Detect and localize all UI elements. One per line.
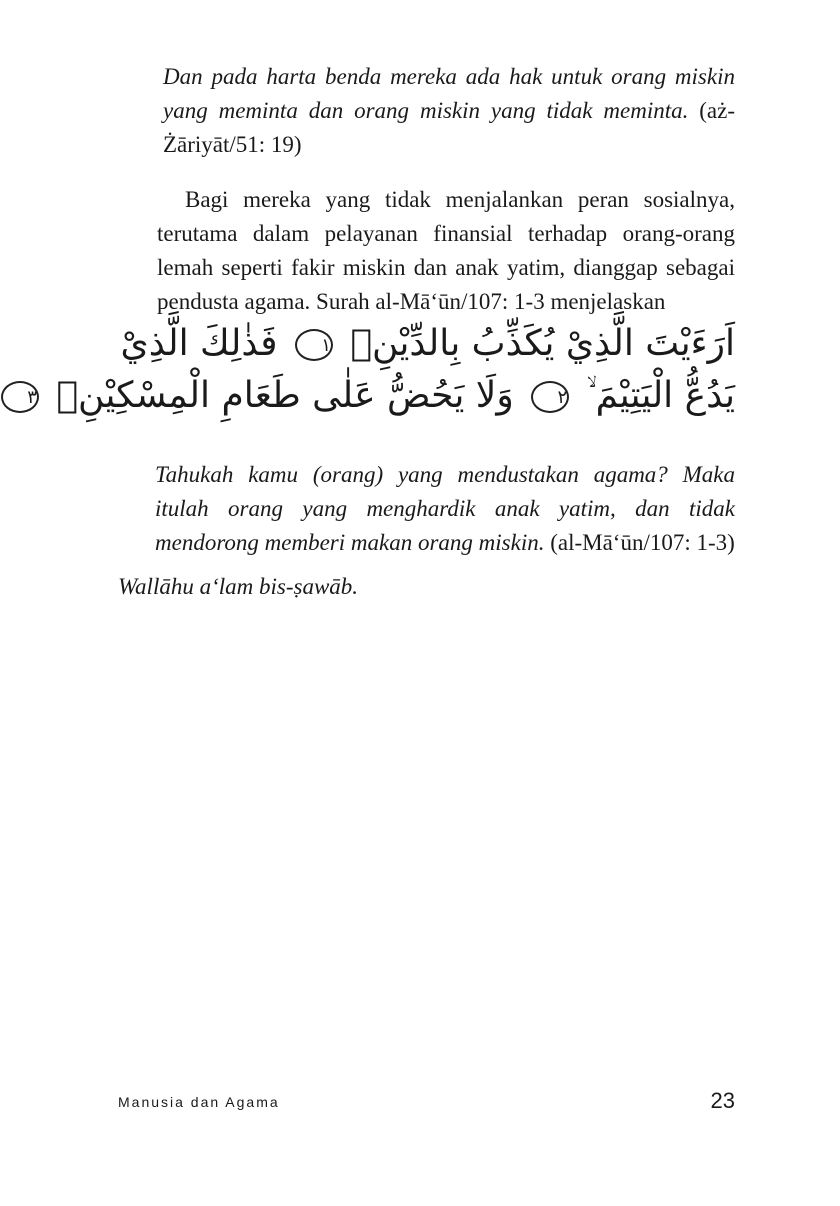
verse-citation: (al-Mā‘ūn/107: 1-3): [544, 530, 735, 555]
translation-quote-1: [163, 60, 735, 162]
body-paragraph: [157, 183, 735, 319]
arabic-text: فَذٰلِكَ الَّذِيْ: [120, 323, 278, 364]
translation-text: Dan pada harta benda mereka ada hak untuk orang miskin yang meminta dan orang miskin yang tidak meminta.: [163, 64, 735, 123]
ayah-number-marker: ٢: [531, 381, 569, 413]
ayah-number-marker: ١: [295, 329, 333, 361]
page-number: 23: [710, 1088, 735, 1113]
arabic-text: يَدُعُّ الْيَتِيْمَ ۙ: [586, 375, 735, 416]
arabic-text: اَرَءَيْتَ الَّذِيْ يُكَذِّبُ بِالدِّيْنِۗ: [350, 323, 735, 364]
paragraph-text: Bagi mereka yang tidak menjalankan peran sosialnya, terutama dalam pelayanan finansial terhadap orang-orang lemah seperti fakir miskin dan anak yatim, dianggap sebagai pendusta agama. Surah al-Mā‘ūn/107: 1-3 menjelaskan: [157, 187, 735, 314]
verse-citation: (aż-Żāriyāt/51: 19): [163, 98, 735, 157]
closing-phrase: Wallāhu a‘lam bis-ṣawāb.: [118, 574, 359, 599]
translation-text: Tahukah kamu (orang) yang mendustakan agama? Maka itulah orang yang menghardik anak yatim, dan tidak mendorong memberi makan orang miskin.: [155, 462, 735, 555]
ayah-number-marker: ٣: [1, 381, 39, 413]
arabic-verse-line-2: [27, 370, 735, 422]
arabic-verse-line-1: [120, 318, 735, 370]
translation-quote-2: [155, 458, 735, 560]
running-footer-title: Manusia dan Agama: [118, 1094, 280, 1110]
arabic-text: وَلَا يَحُضُّ عَلٰى طَعَامِ الْمِسْكِيْنِۗ: [56, 375, 514, 416]
